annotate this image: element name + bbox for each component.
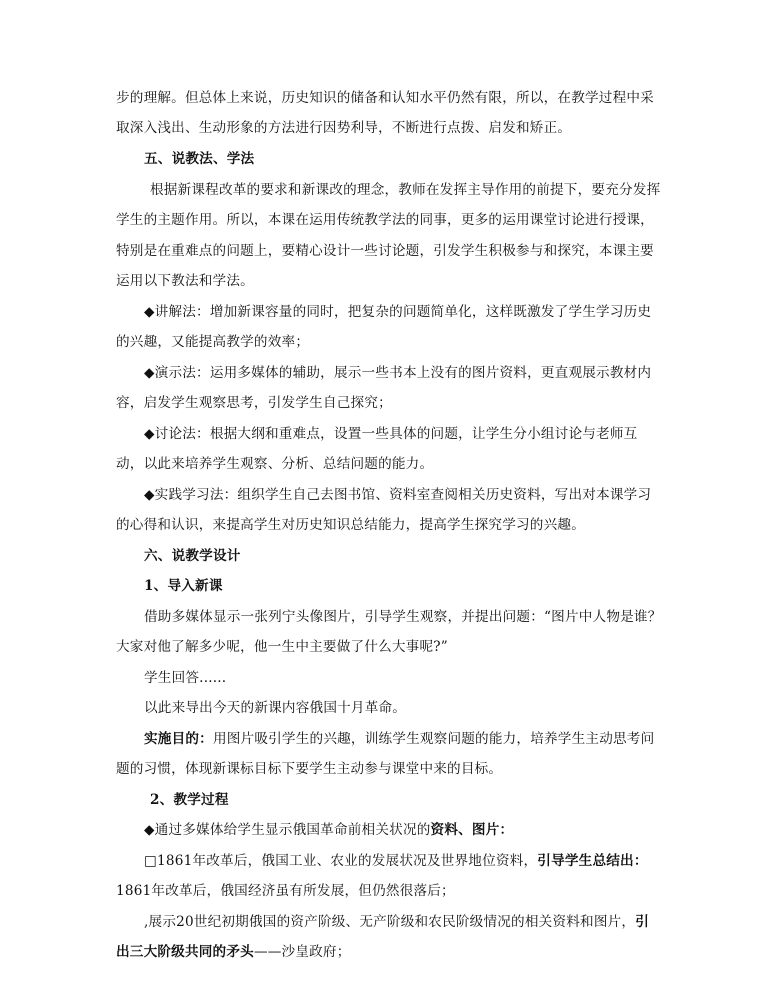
text-line: 大家对他了解多少呢，他一生中主要做了什么大事呢?” [116, 639, 448, 655]
text-line: 1861年改革后，俄国经济虽有所发展，但仍然很落后； [116, 883, 455, 899]
text-line: ◆实践学习法：组织学生自己去图书馆、资料室查阅相关历史资料，写出对本课学习 [144, 487, 652, 503]
text-line: 特别是在重难点的问题上，要精心设计一些讨论题，引发学生积极参与和探究，本课主要 [116, 243, 654, 259]
text-line: 容，启发学生观察思考，引发学生自己探究； [116, 395, 392, 411]
text-line: ,展示20世纪初期俄国的资产阶级、无产阶级和农民阶级情况的相关资料和图片，引 [144, 914, 650, 930]
text-line: 的心得和认识，来提高学生对历史知识总结能力，提高学生探究学习的兴趣。 [116, 517, 585, 533]
text-line: 2、教学过程 [150, 792, 229, 808]
text-line: ◆演示法：运用多媒体的辅助，展示一些书本上没有的图片资料，更直观展示教材内 [144, 365, 652, 381]
text-line: 步的理解。但总体上来说，历史知识的储备和认知水平仍然有限，所以，在教学过程中采 [116, 90, 654, 106]
text-line: 根据新课程改革的要求和新课改的理念，教师在发挥主导作用的前提下，要充分发挥 [150, 182, 661, 198]
text-line: 出三大阶级共同的矛头——沙皇政府； [116, 944, 351, 960]
text-line: 的兴趣，又能提高教学的效率； [116, 334, 310, 350]
text-line: 以此来导出今天的新课内容俄国十月革命。 [144, 700, 407, 716]
text-line: 题的习惯，体现新课标目标下要学生主动参与课堂中来的目标。 [116, 761, 503, 777]
text-line: 学生回答...... [144, 670, 227, 686]
text-line: 借助多媒体显示一张列宁头像图片，引导学生观察，并提出问题：“图片中人物是谁？ [144, 609, 662, 625]
text-line: ◆通过多媒体给学生显示俄国革命前相关状况的资料、图片： [144, 822, 514, 838]
text-line: 六、说教学设计 [144, 548, 241, 564]
text-line: 实施目的：用图片吸引学生的兴趣，训练学生观察问题的能力，培养学生主动思考问 [144, 731, 655, 747]
text-line: 1、导入新课 [144, 578, 223, 594]
text-line: ◆讲解法：增加新课容量的同时，把复杂的问题简单化，这样既激发了学生学习历史 [144, 304, 652, 320]
text-line: 动，以此来培养学生观察、分析、总结问题的能力。 [116, 456, 434, 472]
text-line: ◆讨论法：根据大纲和重难点，设置一些具体的问题，让学生分小组讨论与老师互 [144, 426, 638, 442]
text-line: 五、说教法、学法 [144, 151, 255, 167]
text-line: 取深入浅出、生动形象的方法进行因势利导，不断进行点拨、启发和矫正。 [116, 120, 572, 136]
text-line: 学生的主题作用。所以，本课在运用传统教学法的同事，更多的运用课堂讨论进行授课， [116, 212, 654, 228]
text-line: □1861年改革后，俄国工业、农业的发展状况及世界地位资料，引导学生总结出： [144, 853, 648, 869]
text-line: 运用以下教法和学法。 [116, 273, 254, 289]
